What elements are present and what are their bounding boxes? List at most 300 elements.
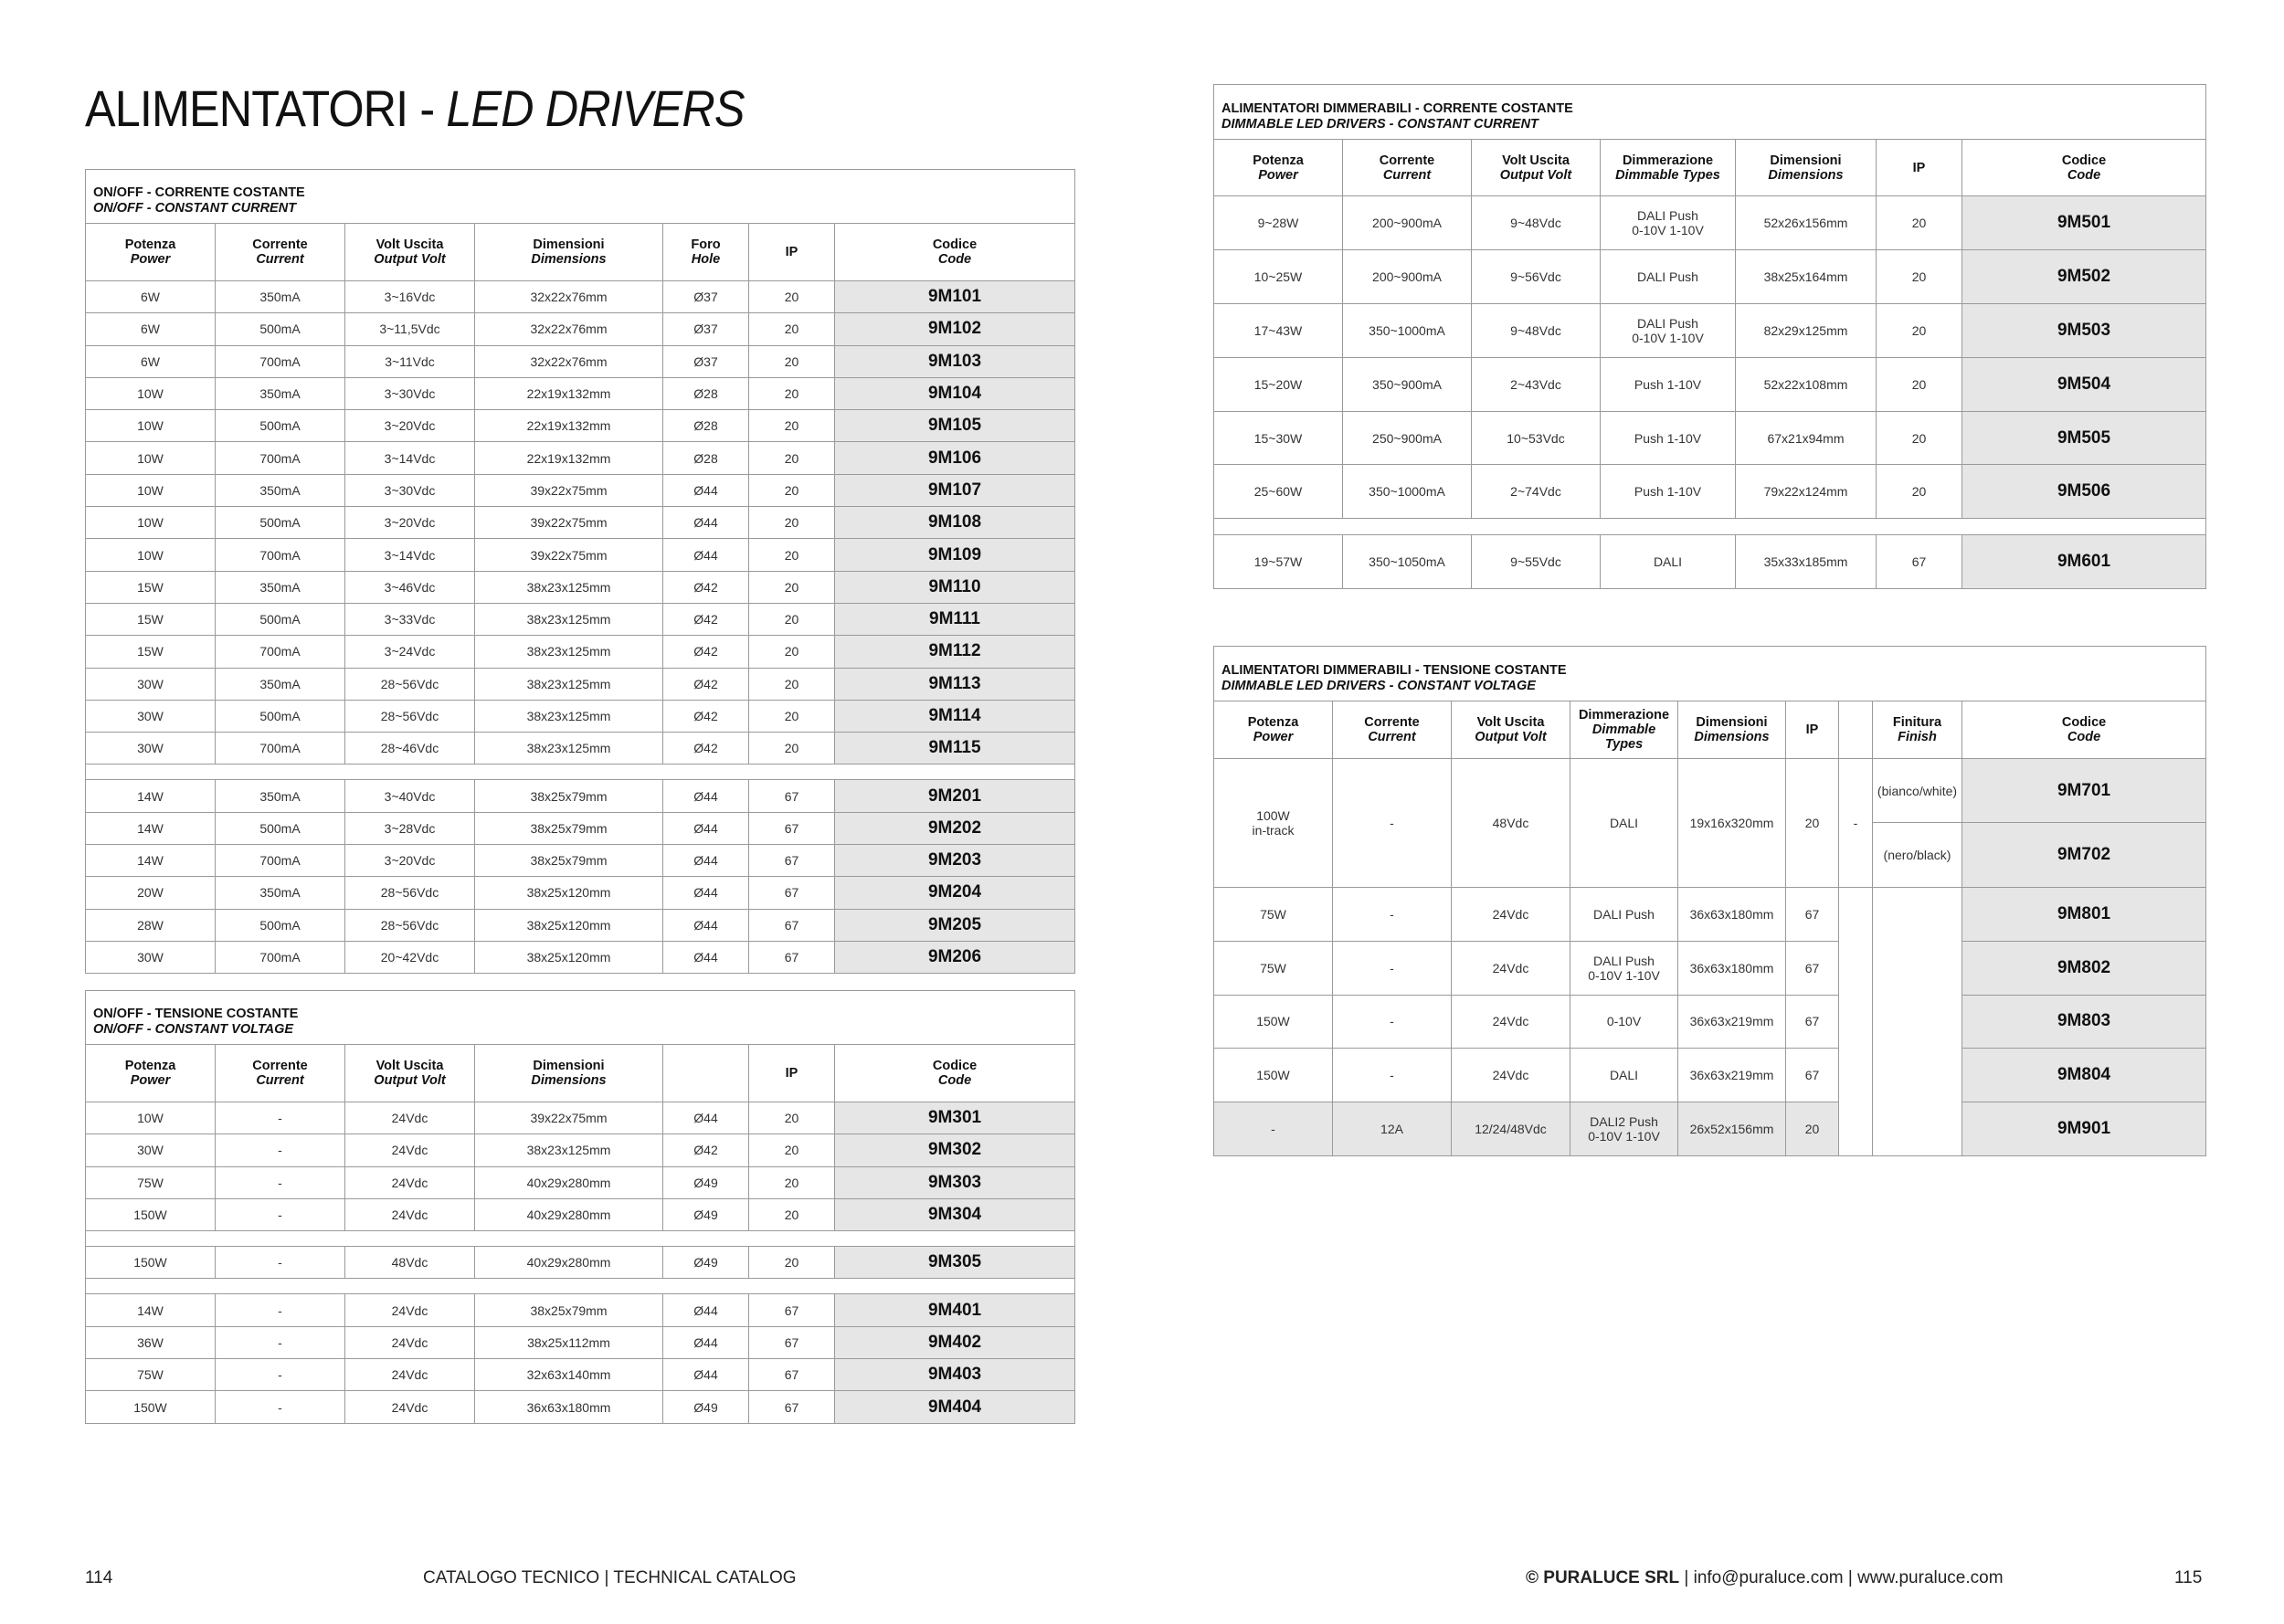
dimension-cell: 38x23x125mm <box>475 571 663 603</box>
ip-cell: 67 <box>749 877 835 909</box>
voltage-cell: 3~16Vdc <box>345 281 475 313</box>
power-cell: 14W <box>86 845 216 877</box>
table-row <box>86 281 1075 313</box>
dimension-cell: 32x22x76mm <box>475 281 663 313</box>
ip-cell: 67 <box>749 1359 835 1391</box>
dimension-cell: Push 1-10V <box>1601 357 1736 411</box>
power-cell: 30W <box>86 1134 216 1166</box>
voltage-cell: 3~28Vdc <box>345 812 475 844</box>
dimension-cell: 39x22x75mm <box>475 474 663 506</box>
table-row <box>86 1247 1075 1279</box>
current-cell: 700mA <box>216 845 345 877</box>
product-code: 9M303 <box>835 1166 1075 1198</box>
dimension-cell: 22x19x132mm <box>475 410 663 442</box>
hole-cell: 52x26x156mm <box>1736 196 1877 250</box>
hole-cell: Ø28 <box>663 442 749 474</box>
dimension-cell: DALI Push <box>1570 888 1678 942</box>
voltage-cell: 9~56Vdc <box>1472 249 1601 303</box>
table-spacer <box>1214 519 2206 535</box>
table-row <box>86 1391 1075 1423</box>
table-row <box>86 733 1075 765</box>
current-cell: 500mA <box>216 603 345 635</box>
voltage-cell: 3~20Vdc <box>345 410 475 442</box>
dimension-cell: DALI Push 0-10V 1-10V <box>1570 941 1678 995</box>
power-cell: 10W <box>86 442 216 474</box>
voltage-cell: 3~30Vdc <box>345 474 475 506</box>
page-number-left: 114 <box>85 1568 113 1587</box>
table-row <box>86 442 1075 474</box>
current-cell: - <box>1333 888 1452 942</box>
ip-cell: 67 <box>1786 941 1839 995</box>
dimension-cell: 40x29x280mm <box>475 1247 663 1279</box>
ip-cell: 20 <box>749 1166 835 1198</box>
hole-cell: Ø44 <box>663 507 749 539</box>
current-cell: 700mA <box>216 941 345 973</box>
ip-cell: 20 <box>1877 249 1962 303</box>
product-code: 9M403 <box>835 1359 1075 1391</box>
table-row <box>86 909 1075 941</box>
hole-cell: Ø44 <box>663 1359 749 1391</box>
table-row <box>1214 1102 2206 1156</box>
product-code: 9M205 <box>835 909 1075 941</box>
product-code: 9M302 <box>835 1134 1075 1166</box>
ip-cell: 20 <box>749 442 835 474</box>
section-title: ON/OFF - CORRENTE COSTANTE ON/OFF - CONSTANT CURRENT <box>86 170 1075 224</box>
product-code: 9M103 <box>835 345 1075 377</box>
power-cell: 30W <box>86 733 216 765</box>
table-row <box>1214 196 2206 250</box>
table-row <box>86 780 1075 812</box>
ip-cell: 67 <box>749 812 835 844</box>
product-code: 9M107 <box>835 474 1075 506</box>
table-row <box>86 845 1075 877</box>
product-code: 9M503 <box>1962 303 2206 357</box>
dimension-cell: 0-10V <box>1570 995 1678 1049</box>
table-row <box>1214 357 2206 411</box>
hole-cell: Ø49 <box>663 1198 749 1230</box>
hole-cell: Ø28 <box>663 377 749 409</box>
ip-cell: 67 <box>749 1391 835 1423</box>
current-cell: - <box>216 1102 345 1134</box>
voltage-cell: 24Vdc <box>1452 941 1570 995</box>
table-spacer <box>86 765 1075 780</box>
voltage-cell: 24Vdc <box>345 1198 475 1230</box>
product-code: 9M112 <box>835 636 1075 668</box>
table-row <box>86 1166 1075 1198</box>
current-cell: 200~900mA <box>1343 196 1472 250</box>
hole-cell: Ø42 <box>663 571 749 603</box>
onoff-constant-voltage-table <box>85 990 1075 1424</box>
power-cell: 150W <box>1214 1049 1333 1102</box>
current-cell: - <box>216 1198 345 1230</box>
power-cell: 30W <box>86 941 216 973</box>
ip-cell: 20 <box>1877 196 1962 250</box>
ip-cell: 20 <box>1877 357 1962 411</box>
ip-cell: 20 <box>749 1247 835 1279</box>
dimension-cell: DALI <box>1601 535 1736 589</box>
power-cell: 36W <box>86 1326 216 1358</box>
hole-cell: Ø42 <box>663 1134 749 1166</box>
dimension-cell: 38x23x125mm <box>475 1134 663 1166</box>
dimension-cell: 38x23x125mm <box>475 636 663 668</box>
power-cell: 150W <box>86 1247 216 1279</box>
power-cell: 10W <box>86 1102 216 1134</box>
voltage-cell: 9~55Vdc <box>1472 535 1601 589</box>
hole-cell: Ø42 <box>663 668 749 700</box>
ip-cell: 67 <box>749 941 835 973</box>
ip-cell: 20 <box>749 507 835 539</box>
power-cell: 150W <box>1214 995 1333 1049</box>
ip-cell: 20 <box>749 474 835 506</box>
ip-cell: 20 <box>749 1134 835 1166</box>
dimension-cell: 38x23x125mm <box>475 733 663 765</box>
current-cell: 350mA <box>216 571 345 603</box>
hole-cell: Ø49 <box>663 1166 749 1198</box>
dimension-cell: 39x22x75mm <box>475 507 663 539</box>
current-cell: 350mA <box>216 281 345 313</box>
dimension-cell: 38x23x125mm <box>475 603 663 635</box>
empty-cell <box>1839 888 1873 1156</box>
product-code: 9M401 <box>835 1294 1075 1326</box>
table-row <box>86 668 1075 700</box>
dimension-cell: 38x25x120mm <box>475 941 663 973</box>
current-cell: 500mA <box>216 909 345 941</box>
hole-cell: 36x63x180mm <box>1678 888 1786 942</box>
hole-cell: Ø44 <box>663 812 749 844</box>
product-code: 9M101 <box>835 281 1075 313</box>
current-cell: - <box>216 1294 345 1326</box>
hole-cell: Ø44 <box>663 845 749 877</box>
hole-cell: 38x25x164mm <box>1736 249 1877 303</box>
ip-cell: 20 <box>749 571 835 603</box>
ip-cell: 20 <box>749 700 835 732</box>
power-cell: 75W <box>1214 941 1333 995</box>
current-cell: 500mA <box>216 507 345 539</box>
product-code: 9M804 <box>1962 1049 2206 1102</box>
finish-white: (bianco/white) <box>1873 759 1962 823</box>
dimension-cell: 38x25x79mm <box>475 812 663 844</box>
table-header: Potenza Power Corrente Current Volt Uscita Output Volt Dimmerazione Dimmable Types Dimensioni Dimensions IP Codice Code <box>1214 140 2206 196</box>
product-code: 9M802 <box>1962 941 2206 995</box>
current-cell: 500mA <box>216 700 345 732</box>
voltage-cell: 3~14Vdc <box>345 539 475 571</box>
voltage-cell: 9~48Vdc <box>1472 196 1601 250</box>
hole-cell: 35x33x185mm <box>1736 535 1877 589</box>
dimension-cell: 36x63x180mm <box>475 1391 663 1423</box>
hole-cell: 67x21x94mm <box>1736 411 1877 465</box>
hole-cell: Ø49 <box>663 1247 749 1279</box>
current-cell: 350mA <box>216 668 345 700</box>
voltage-cell: 28~56Vdc <box>345 668 475 700</box>
ip-cell: 20 <box>749 733 835 765</box>
current-cell: - <box>1333 941 1452 995</box>
table-row <box>1214 888 2206 942</box>
table-row <box>1214 941 2206 995</box>
voltage-cell: 24Vdc <box>1452 995 1570 1049</box>
dimension-cell: Push 1-10V <box>1601 411 1736 465</box>
hole-cell: Ø42 <box>663 733 749 765</box>
power-cell: 14W <box>86 1294 216 1326</box>
voltage-cell: 28~46Vdc <box>345 733 475 765</box>
dimension-cell: 38x23x125mm <box>475 668 663 700</box>
power-cell: 15W <box>86 636 216 668</box>
table-row <box>1214 411 2206 465</box>
voltage-cell: 28~56Vdc <box>345 909 475 941</box>
empty-cell <box>1873 888 1962 1156</box>
current-cell: - <box>216 1359 345 1391</box>
voltage-cell: 3~14Vdc <box>345 442 475 474</box>
table-row <box>86 539 1075 571</box>
current-cell: 500mA <box>216 812 345 844</box>
power-cell: 150W <box>86 1391 216 1423</box>
product-code: 9M113 <box>835 668 1075 700</box>
table-row <box>86 474 1075 506</box>
voltage-cell: 24Vdc <box>345 1166 475 1198</box>
table-row <box>1214 249 2206 303</box>
product-code: 9M203 <box>835 845 1075 877</box>
power-cell: 14W <box>86 812 216 844</box>
current-cell: 350~900mA <box>1343 357 1472 411</box>
table-header: Potenza Power Corrente Current Volt Uscita Output Volt Dimmerazione Dimmable Types Dimensioni Dimensions IP Finitura Finish Codice Code <box>1214 701 2206 759</box>
current-cell: - <box>1333 1049 1452 1102</box>
current-cell: 12A <box>1333 1102 1452 1156</box>
power-cell: 14W <box>86 780 216 812</box>
power-cell: 19~57W <box>1214 535 1343 589</box>
voltage-cell: 3~33Vdc <box>345 603 475 635</box>
power-cell: 6W <box>86 281 216 313</box>
finish-black: (nero/black) <box>1873 823 1962 888</box>
voltage-cell: 24Vdc <box>345 1391 475 1423</box>
product-code: 9M111 <box>835 603 1075 635</box>
voltage-cell: 28~56Vdc <box>345 877 475 909</box>
dimension-cell: DALI Push 0-10V 1-10V <box>1601 196 1736 250</box>
product-code: 9M702 <box>1962 823 2206 888</box>
product-code: 9M114 <box>835 700 1075 732</box>
power-cell: 15~20W <box>1214 357 1343 411</box>
product-code: 9M204 <box>835 877 1075 909</box>
ip-cell: 67 <box>749 780 835 812</box>
table-row <box>86 1294 1075 1326</box>
power-cell: 25~60W <box>1214 465 1343 519</box>
dimmable-constant-current-table <box>1213 84 2206 589</box>
company-info <box>1526 1568 2004 1588</box>
product-code: 9M803 <box>1962 995 2206 1049</box>
title-italic: LED DRIVERS <box>446 79 745 137</box>
table-row <box>86 941 1075 973</box>
product-code: 9M601 <box>1962 535 2206 589</box>
onoff-constant-current-table <box>85 169 1075 974</box>
current-cell: 200~900mA <box>1343 249 1472 303</box>
product-code: 9M404 <box>835 1391 1075 1423</box>
hole-cell: Ø42 <box>663 636 749 668</box>
table-row <box>86 1134 1075 1166</box>
product-code: 9M102 <box>835 313 1075 345</box>
voltage-cell: 9~48Vdc <box>1472 303 1601 357</box>
power-cell: 30W <box>86 700 216 732</box>
current-cell: 700mA <box>216 442 345 474</box>
table-row <box>86 507 1075 539</box>
product-code: 9M104 <box>835 377 1075 409</box>
power-cell: 75W <box>86 1166 216 1198</box>
section-title: ON/OFF - TENSIONE COSTANTE ON/OFF - CONSTANT VOLTAGE <box>86 991 1075 1045</box>
table-row <box>1214 303 2206 357</box>
dimension-cell: 38x25x120mm <box>475 877 663 909</box>
hole-cell: Ø42 <box>663 700 749 732</box>
voltage-cell: 28~56Vdc <box>345 700 475 732</box>
product-code: 9M110 <box>835 571 1075 603</box>
ip-cell: 20 <box>1786 1102 1839 1156</box>
product-code: 9M801 <box>1962 888 2206 942</box>
voltage-cell: 2~74Vdc <box>1472 465 1601 519</box>
hole-cell: Ø42 <box>663 603 749 635</box>
current-cell: 350mA <box>216 877 345 909</box>
current-cell: 250~900mA <box>1343 411 1472 465</box>
power-cell: - <box>1214 1102 1333 1156</box>
hole-cell: Ø44 <box>663 909 749 941</box>
ip-cell: 20 <box>749 345 835 377</box>
power-cell: 10W <box>86 410 216 442</box>
hole-cell: Ø28 <box>663 410 749 442</box>
voltage-cell: 3~20Vdc <box>345 507 475 539</box>
ip-cell: 20 <box>749 377 835 409</box>
hole-cell: Ø37 <box>663 281 749 313</box>
product-code: 9M301 <box>835 1102 1075 1134</box>
ip-cell: 20 <box>1877 303 1962 357</box>
dimension-cell: 22x19x132mm <box>475 442 663 474</box>
power-cell: 15W <box>86 571 216 603</box>
product-code: 9M402 <box>835 1326 1075 1358</box>
ip-cell: 20 <box>1877 411 1962 465</box>
dimension-cell: 22x19x132mm <box>475 377 663 409</box>
voltage-cell: 3~46Vdc <box>345 571 475 603</box>
dimension-cell: DALI <box>1570 1049 1678 1102</box>
hole-cell: 36x63x219mm <box>1678 995 1786 1049</box>
dimension-cell: 38x25x79mm <box>475 1294 663 1326</box>
table-row <box>86 313 1075 345</box>
ip-cell: 20 <box>749 1102 835 1134</box>
hole-cell: 82x29x125mm <box>1736 303 1877 357</box>
hole-cell: Ø44 <box>663 877 749 909</box>
table-row <box>86 410 1075 442</box>
dimension-cell: 38x25x112mm <box>475 1326 663 1358</box>
ip-cell: 67 <box>1786 995 1839 1049</box>
voltage-cell: 10~53Vdc <box>1472 411 1601 465</box>
voltage-cell: 24Vdc <box>345 1294 475 1326</box>
table-row <box>86 1102 1075 1134</box>
ip-cell: 67 <box>749 1294 835 1326</box>
power-cell: 20W <box>86 877 216 909</box>
product-code: 9M202 <box>835 812 1075 844</box>
power-cell: 10W <box>86 539 216 571</box>
ip-cell: 20 <box>1877 465 1962 519</box>
product-code: 9M501 <box>1962 196 2206 250</box>
voltage-cell: 3~11,5Vdc <box>345 313 475 345</box>
current-cell: - <box>216 1326 345 1358</box>
ip-cell: 67 <box>749 845 835 877</box>
dimension-cell: 40x29x280mm <box>475 1166 663 1198</box>
current-cell: 700mA <box>216 636 345 668</box>
table-row <box>86 700 1075 732</box>
product-code: 9M201 <box>835 780 1075 812</box>
power-cell: 6W <box>86 313 216 345</box>
ip-cell: 67 <box>1877 535 1962 589</box>
product-code: 9M106 <box>835 442 1075 474</box>
table-row: 100W in-track - 48Vdc DALI 19x16x320mm 20 - (bianco/white) 9M701 <box>1214 759 2206 823</box>
table-row <box>1214 465 2206 519</box>
table-row <box>86 812 1075 844</box>
table-row <box>86 603 1075 635</box>
product-code: 9M108 <box>835 507 1075 539</box>
hole-cell: Ø44 <box>663 1294 749 1326</box>
hole-cell: Ø44 <box>663 539 749 571</box>
power-cell: 10W <box>86 377 216 409</box>
table-spacer <box>86 1279 1075 1294</box>
current-cell: 700mA <box>216 733 345 765</box>
hole-cell: Ø44 <box>663 780 749 812</box>
voltage-cell: 48Vdc <box>345 1247 475 1279</box>
product-code: 9M502 <box>1962 249 2206 303</box>
dimension-cell: DALI Push 0-10V 1-10V <box>1601 303 1736 357</box>
current-cell: - <box>1333 995 1452 1049</box>
current-cell: 350mA <box>216 780 345 812</box>
dimension-cell: Push 1-10V <box>1601 465 1736 519</box>
current-cell: - <box>216 1247 345 1279</box>
product-code: 9M506 <box>1962 465 2206 519</box>
voltage-cell: 12/24/48Vdc <box>1452 1102 1570 1156</box>
hole-cell: 26x52x156mm <box>1678 1102 1786 1156</box>
product-code: 9M504 <box>1962 357 2206 411</box>
dimmable-constant-voltage-table <box>1213 646 2206 1156</box>
power-cell: 10~25W <box>1214 249 1343 303</box>
dimension-cell: 32x22x76mm <box>475 345 663 377</box>
hole-cell: 36x63x180mm <box>1678 941 1786 995</box>
power-cell: 9~28W <box>1214 196 1343 250</box>
section-title: ALIMENTATORI DIMMERABILI - CORRENTE COSTANTE DIMMABLE LED DRIVERS - CONSTANT CURRENT <box>1214 85 2206 140</box>
catalog-label: CATALOGO TECNICO | TECHNICAL CATALOG <box>423 1568 797 1587</box>
voltage-cell: 3~30Vdc <box>345 377 475 409</box>
ip-cell: 20 <box>749 539 835 571</box>
dimension-cell: 39x22x75mm <box>475 539 663 571</box>
current-cell: 700mA <box>216 539 345 571</box>
product-code: 9M206 <box>835 941 1075 973</box>
table-row <box>1214 1049 2206 1102</box>
hole-cell: Ø49 <box>663 1391 749 1423</box>
dimension-cell: 38x25x79mm <box>475 780 663 812</box>
page-title <box>85 79 745 138</box>
voltage-cell: 24Vdc <box>1452 888 1570 942</box>
power-cell: 150W <box>86 1198 216 1230</box>
table-header: Potenza Power Corrente Current Volt Uscita Output Volt Dimensioni Dimensions Foro Hole IP Codice Code <box>86 224 1075 281</box>
ip-cell: 20 <box>749 1198 835 1230</box>
table-row <box>86 1326 1075 1358</box>
current-cell: 350~1000mA <box>1343 303 1472 357</box>
dimension-cell: 39x22x75mm <box>475 1102 663 1134</box>
voltage-cell: 24Vdc <box>345 1102 475 1134</box>
dimension-cell: 32x22x76mm <box>475 313 663 345</box>
current-cell: 350mA <box>216 474 345 506</box>
voltage-cell: 3~11Vdc <box>345 345 475 377</box>
voltage-cell: 24Vdc <box>345 1359 475 1391</box>
page-number-right: 115 <box>2174 1568 2203 1587</box>
ip-cell: 67 <box>749 909 835 941</box>
ip-cell: 67 <box>1786 888 1839 942</box>
voltage-cell: 3~40Vdc <box>345 780 475 812</box>
product-code: 9M105 <box>835 410 1075 442</box>
hole-cell: Ø44 <box>663 1326 749 1358</box>
voltage-cell: 24Vdc <box>1452 1049 1570 1102</box>
power-cell: 10W <box>86 474 216 506</box>
product-code: 9M109 <box>835 539 1075 571</box>
